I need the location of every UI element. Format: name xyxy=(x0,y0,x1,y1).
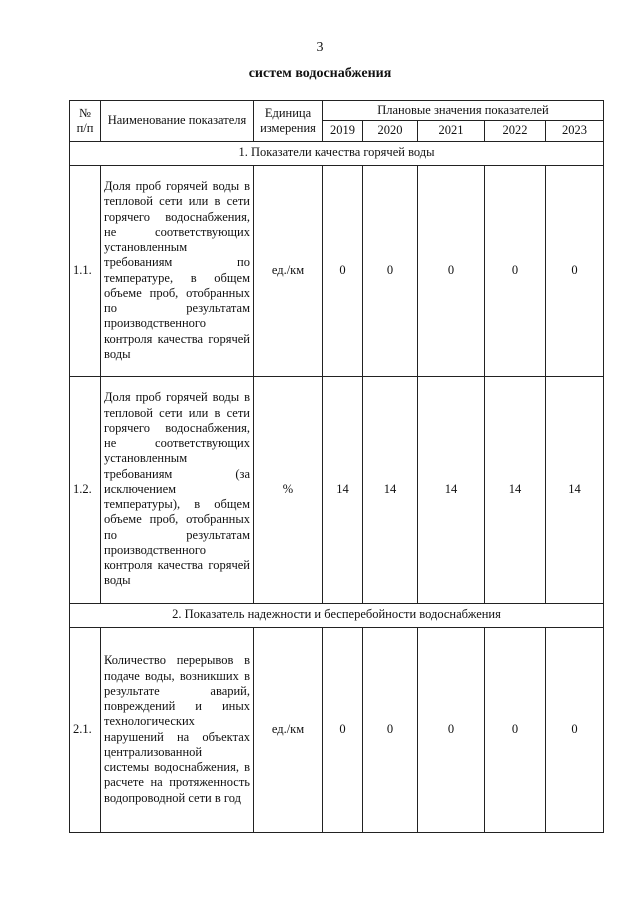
indicator-unit: % xyxy=(254,376,323,603)
indicator-unit: ед./км xyxy=(254,165,323,376)
header-year: 2019 xyxy=(323,121,363,141)
header-name: Наименование показателя xyxy=(101,101,254,142)
indicator-name: Доля проб горячей воды в тепловой сети или в сети горячего водоснабжения, не соответствующих установленным требованиям по температуре, в общем объеме проб, отобранных по результатам производственного контроля качества горячей воды xyxy=(101,165,254,376)
value-cell: 0 xyxy=(546,627,604,832)
table-row xyxy=(70,165,604,376)
value-cell: 0 xyxy=(363,627,418,832)
value-cell: 0 xyxy=(546,165,604,376)
value-cell: 0 xyxy=(323,627,363,832)
table-row xyxy=(70,627,604,832)
section-row xyxy=(70,603,604,627)
indicators-table xyxy=(69,100,604,833)
header-row-1 xyxy=(70,101,604,121)
section-title: 2. Показатель надежности и бесперебойности водоснабжения xyxy=(70,603,604,627)
value-cell: 14 xyxy=(323,376,363,603)
row-number: 1.1. xyxy=(70,165,101,376)
value-cell: 0 xyxy=(363,165,418,376)
header-year: 2023 xyxy=(546,121,604,141)
header-year: 2022 xyxy=(485,121,546,141)
document-heading: систем водоснабжения xyxy=(248,66,392,81)
header-year: 2020 xyxy=(363,121,418,141)
page-number: 3 xyxy=(316,40,324,55)
value-cell: 14 xyxy=(418,376,485,603)
value-cell: 14 xyxy=(363,376,418,603)
value-cell: 0 xyxy=(485,627,546,832)
indicator-name: Доля проб горячей воды в тепловой сети или в сети горячего водоснабжения, не соответствующих установленным требованиям (за исключением температуры), в общем объеме проб, отобранных по результатам производственного контроля качества горячей воды xyxy=(101,376,254,603)
value-cell: 14 xyxy=(546,376,604,603)
value-cell: 14 xyxy=(485,376,546,603)
section-row xyxy=(70,141,604,165)
value-cell: 0 xyxy=(485,165,546,376)
header-plan-values: Плановые значения показателей xyxy=(323,101,604,121)
value-cell: 0 xyxy=(323,165,363,376)
table-row xyxy=(70,376,604,603)
value-cell: 0 xyxy=(418,627,485,832)
header-year: 2021 xyxy=(418,121,485,141)
indicator-unit: ед./км xyxy=(254,627,323,832)
header-unit: Единица измерения xyxy=(254,101,323,142)
row-number: 1.2. xyxy=(70,376,101,603)
row-number: 2.1. xyxy=(70,627,101,832)
indicator-name: Количество перерывов в подаче воды, возникших в результате аварий, повреждений и иных технологических нарушений на объектах централизованной системы водоснабжения, в расчете на протяженность водопроводной сети в год xyxy=(101,627,254,832)
value-cell: 0 xyxy=(418,165,485,376)
section-title: 1. Показатели качества горячей воды xyxy=(70,141,604,165)
header-num: № п/п xyxy=(70,101,101,142)
